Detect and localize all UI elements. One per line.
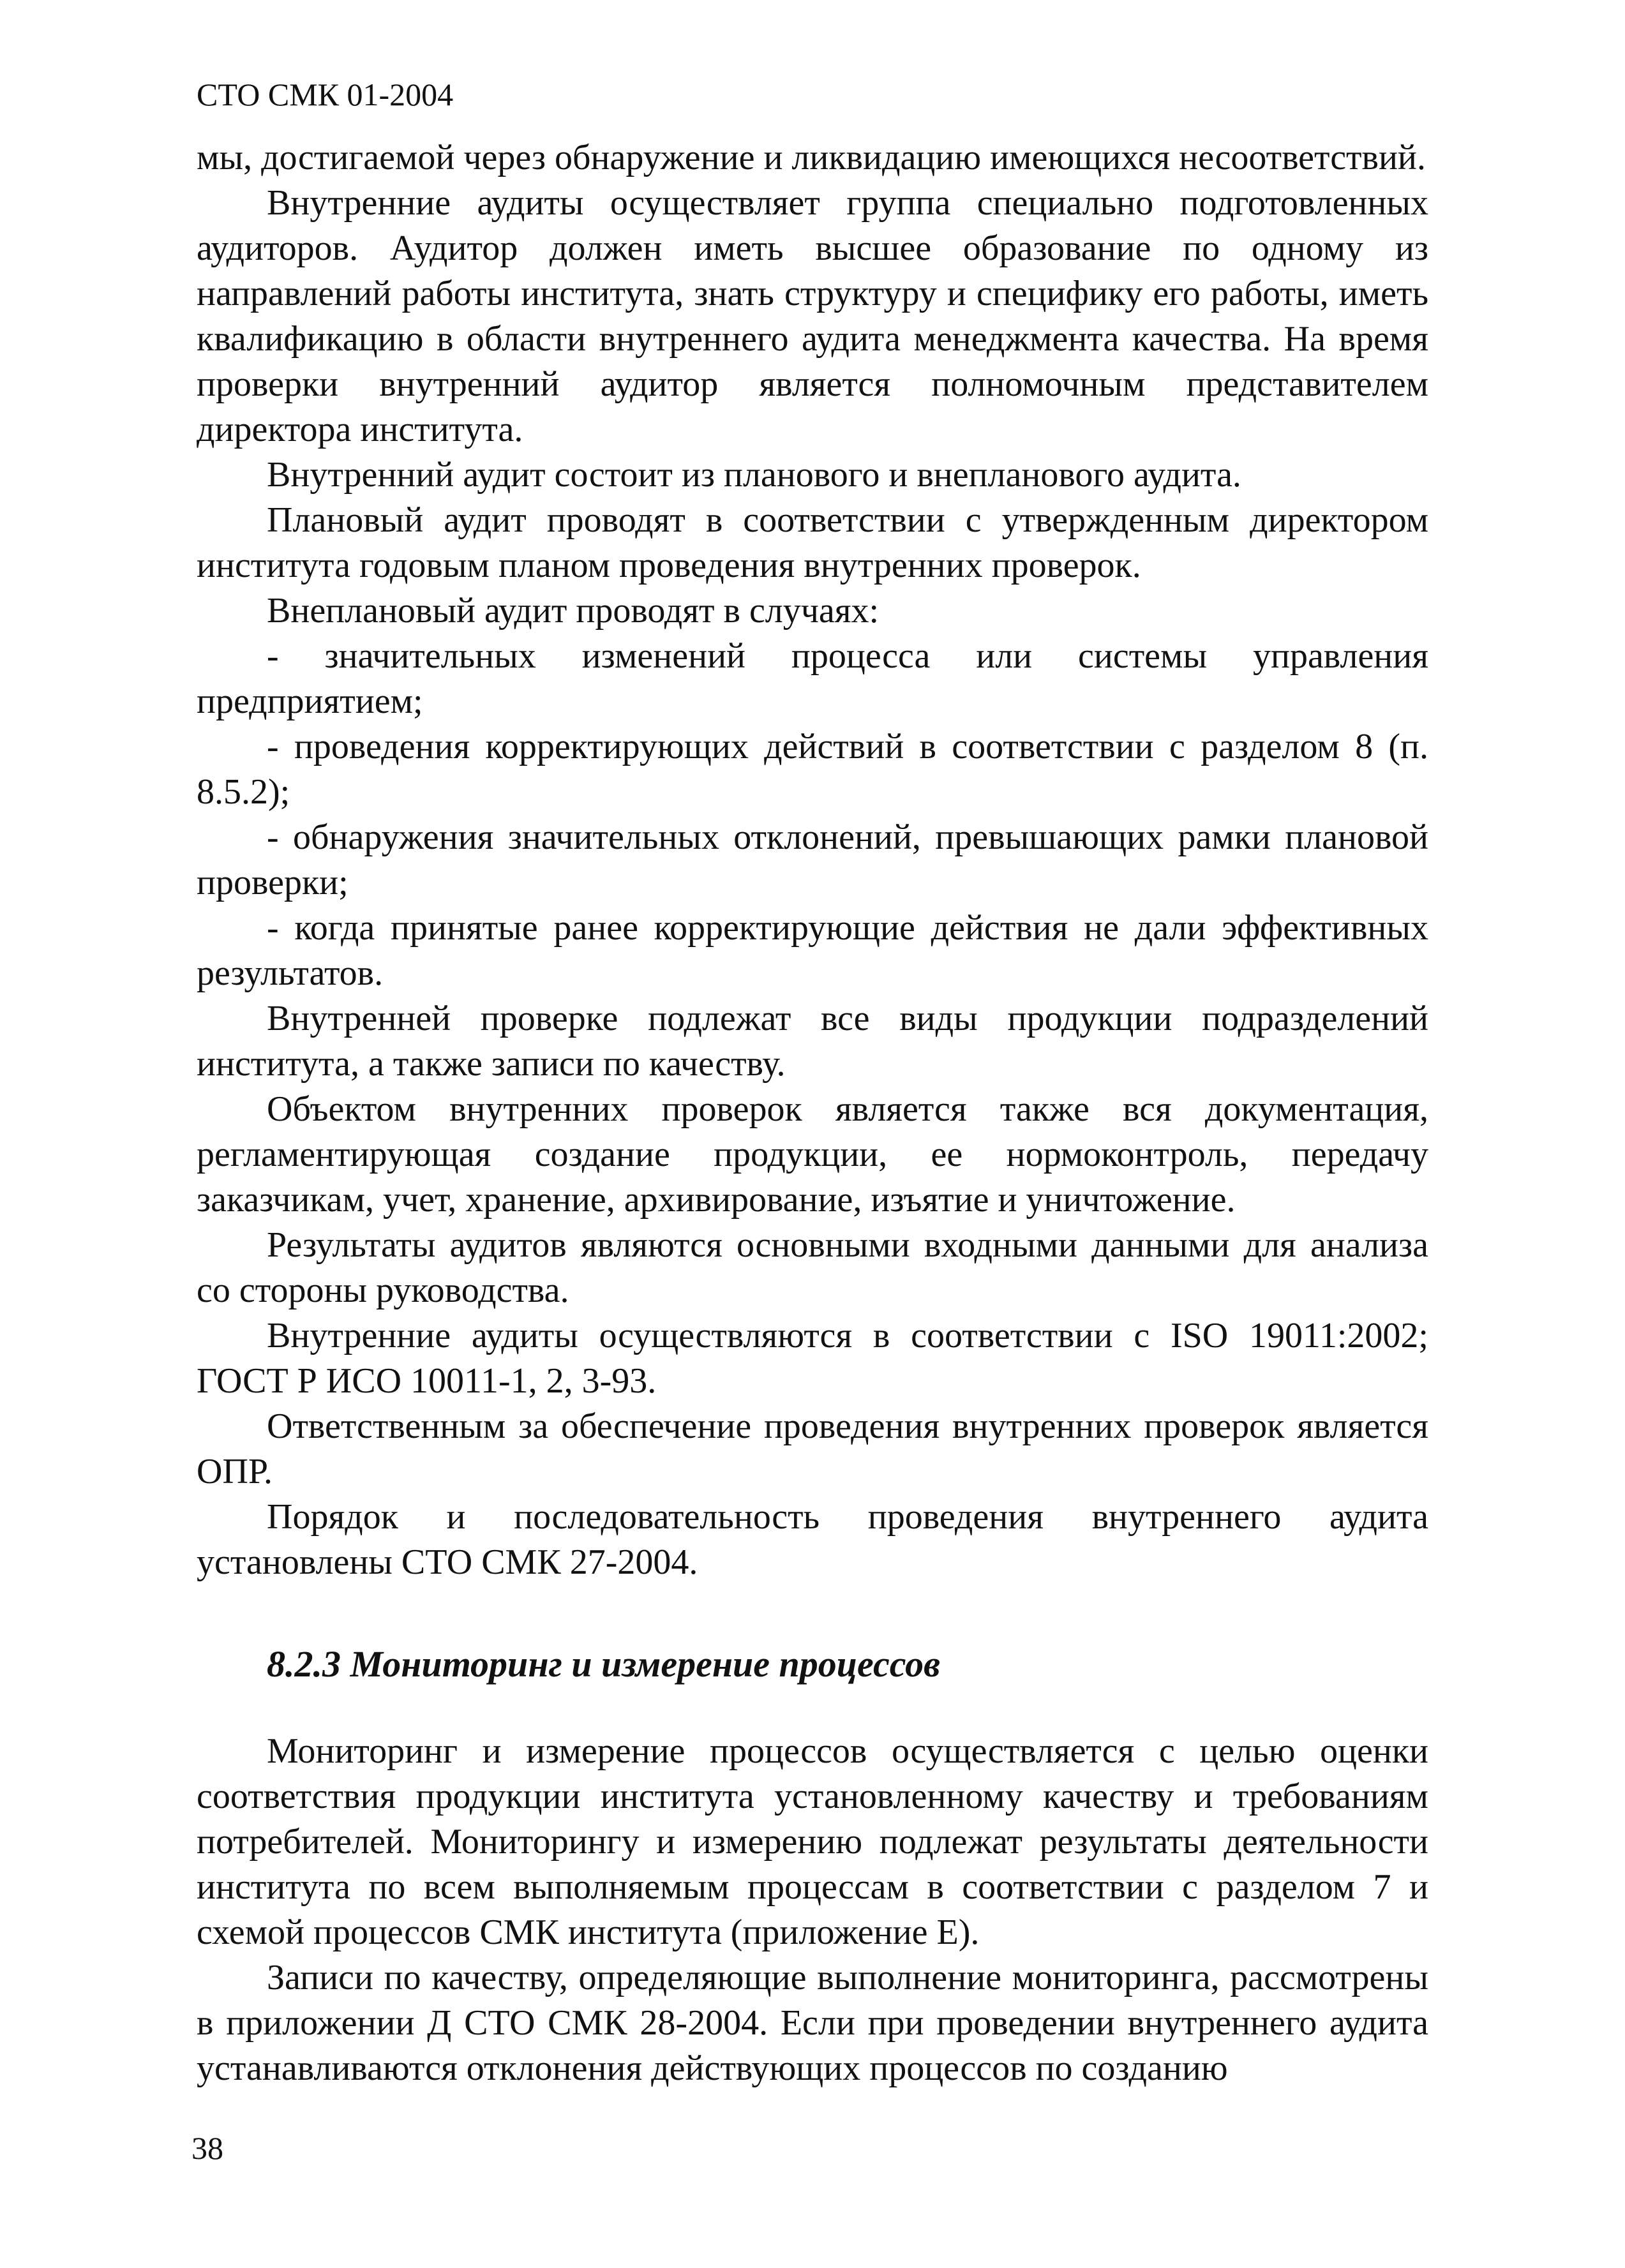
paragraph-check-object: Объектом внутренних проверок является также вся документация, регламентирующая создание продукции, ее нормоконтроль, передачу заказчикам, учет, хранение, архивирование, изъятие и уничтожение.: [197, 1089, 1428, 1220]
paragraph-audit-types: Внутренний аудит состоит из планового и внепланового аудита.: [267, 455, 1241, 495]
page-number: 38: [191, 2130, 223, 2166]
paragraph-standards: Внутренние аудиты осуществляются в соответствии с ISO 19011:2002; ГОСТ Р ИСО 10011-1, 2, 3-93.: [197, 1316, 1428, 1401]
paragraph-auditors: Внутренние аудиты осуществляет группа специально подготовленных аудиторов. Аудитор должен иметь высшее образование по одному из направлений работы института, знать структуру и специфику его работы, иметь квалификацию в области внутреннего аудита менеджмента качества. На время проверки внутренний аудитор является полномочным представителем директора института.: [197, 183, 1428, 449]
paragraph-internal-check: Внутренней проверке подлежат все виды продукции подразделений института, а также записи по качеству.: [197, 999, 1428, 1084]
paragraph-unplanned-audit: Внеплановый аудит проводят в случаях:: [267, 591, 880, 630]
list-item: - когда принятые ранее корректирующие действия не дали эффективных результатов.: [197, 908, 1428, 993]
paragraph-continuation: мы, достигаемой через обнаружение и ликвидацию имеющихся несоответствий.: [197, 138, 1426, 177]
paragraph-audit-results: Результаты аудитов являются основными входными данными для анализа со стороны руководства.: [197, 1225, 1428, 1310]
running-header: СТО СМК 01-2004: [197, 77, 454, 112]
list-item: - обнаружения значительных отклонений, превышающих рамки плановой проверки;: [197, 817, 1428, 902]
page-content: [197, 135, 1428, 2091]
list-item: - значительных изменений процесса или системы управления предприятием;: [197, 636, 1428, 721]
section-heading: 8.2.3 Мониторинг и измерение процессов: [267, 1643, 940, 1685]
paragraph-quality-records: Записи по качеству, определяющие выполнение мониторинга, рассмотрены в приложении Д СТО СМК 28-2004. Если при проведении внутреннего аудита устанавливаются отклонения действующих процессов по созданию: [197, 1958, 1428, 2088]
paragraph-planned-audit: Плановый аудит проводят в соответствии с утвержденным директором института годовым планом проведения внутренних проверок.: [197, 500, 1428, 585]
paragraph-procedure: Порядок и последовательность проведения внутреннего аудита установлены СТО СМК 27-2004.: [197, 1497, 1428, 1582]
paragraph-responsible: Ответственным за обеспечение проведения внутренних проверок является ОПР.: [197, 1406, 1428, 1491]
paragraph-monitoring: Мониторинг и измерение процессов осуществляется с целью оценки соответствия продукции института установленному качеству и требованиям потребителей. Мониторингу и измерению подлежат результаты деятельности института по всем выполняемым процессам в соответствии с разделом 7 и схемой процессов СМК института (приложение Е).: [197, 1731, 1428, 1952]
list-item: - проведения корректирующих действий в соответствии с разделом 8 (п. 8.5.2);: [197, 727, 1428, 812]
